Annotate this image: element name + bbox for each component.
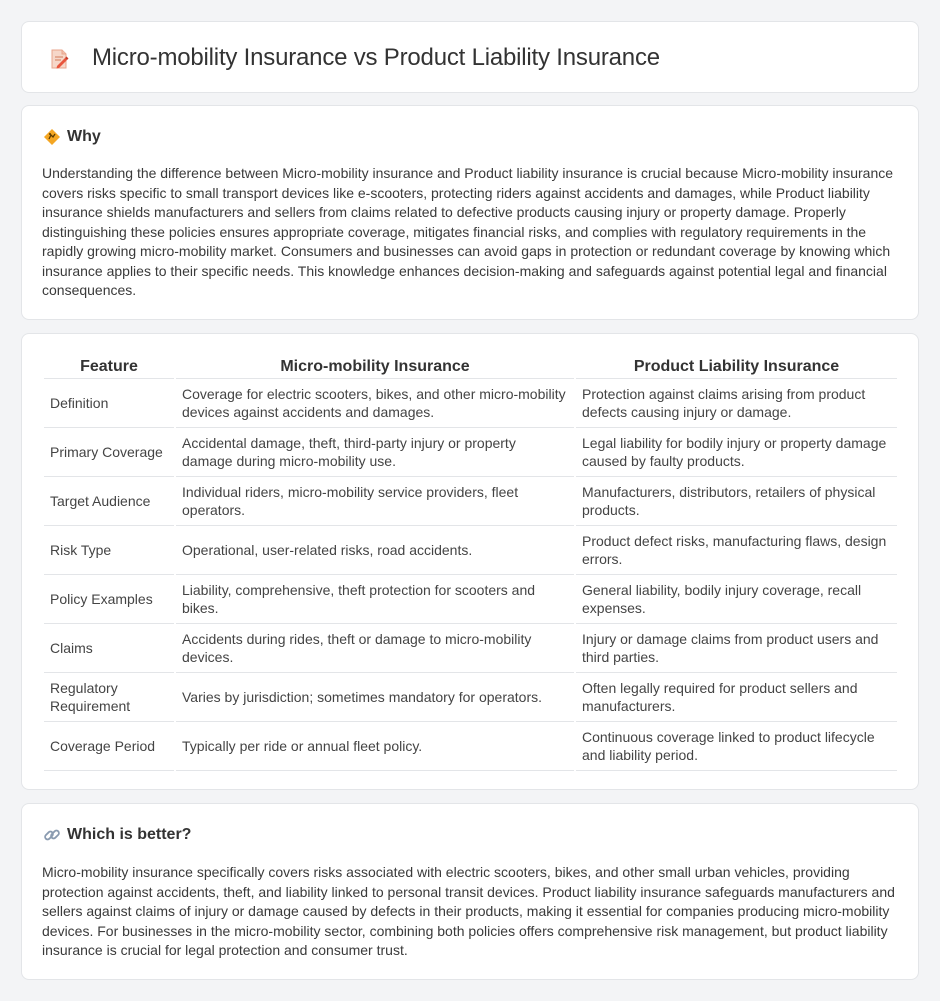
product-liability-cell: Protection against claims arising from product defects causing injury or damage. — [576, 379, 897, 428]
micro-mobility-cell: Coverage for electric scooters, bikes, and other micro-mobility devices against accidents and damages. — [176, 379, 574, 428]
micro-mobility-cell: Varies by jurisdiction; sometimes mandatory for operators. — [176, 673, 574, 722]
product-liability-cell: Product defect risks, manufacturing flaws, design errors. — [576, 526, 897, 575]
product-liability-cell: General liability, bodily injury coverage, recall expenses. — [576, 575, 897, 624]
feature-cell: Claims — [44, 624, 174, 673]
table-row — [44, 673, 897, 722]
better-text: Micro-mobility insurance specifically covers risks associated with electric scooters, bikes, and other small urban vehicles, providing protection against accidents, theft, and liability linked to personal transit devices. Product liability insurance safeguards manufacturers and sellers against claims of injury or damage caused by defects in their products, making it essential for companies producing micro-mobility devices. For businesses in the micro-mobility sector, combining both policies offers comprehensive risk management, but product liability insurance is crucial for legal protection and consumer trust. — [42, 864, 895, 958]
product-liability-cell: Injury or damage claims from product users and third parties. — [576, 624, 897, 673]
product-liability-cell: Continuous coverage linked to product lifecycle and liability period. — [576, 722, 897, 771]
table-row — [44, 477, 897, 526]
warning-sign-icon — [43, 128, 61, 146]
header-card — [21, 21, 919, 93]
micro-mobility-cell: Accidental damage, theft, third-party injury or property damage during micro-mobility use. — [176, 428, 574, 477]
micro-mobility-cell: Individual riders, micro-mobility service providers, fleet operators. — [176, 477, 574, 526]
why-heading-row — [43, 127, 101, 147]
column-header-micro-mobility: Micro-mobility Insurance — [176, 353, 574, 379]
column-header-product-liability: Product Liability Insurance — [576, 353, 897, 379]
table-row — [44, 575, 897, 624]
micro-mobility-cell: Operational, user-related risks, road accidents. — [176, 526, 574, 575]
table-header-row — [44, 353, 897, 379]
table-row — [44, 428, 897, 477]
comparison-section — [21, 333, 919, 790]
feature-cell: Target Audience — [44, 477, 174, 526]
feature-cell: Risk Type — [44, 526, 174, 575]
document-pencil-icon — [48, 48, 70, 70]
which-is-better-section — [21, 803, 919, 980]
link-icon — [43, 826, 61, 844]
product-liability-cell: Legal liability for bodily injury or property damage caused by faulty products. — [576, 428, 897, 477]
feature-cell: Definition — [44, 379, 174, 428]
table-row — [44, 624, 897, 673]
column-header-feature: Feature — [44, 353, 174, 379]
micro-mobility-cell: Liability, comprehensive, theft protection for scooters and bikes. — [176, 575, 574, 624]
better-heading-row — [43, 825, 191, 845]
micro-mobility-cell: Typically per ride or annual fleet policy. — [176, 722, 574, 771]
comparison-table — [42, 353, 899, 771]
feature-cell: Primary Coverage — [44, 428, 174, 477]
why-text: Understanding the difference between Micro-mobility insurance and Product liability insurance is crucial because Micro-mobility insurance covers risks specific to small transport devices like e-scooters, protecting riders against accidents and damages, while Product liability insurance shields manufacturers and sellers from claims related to defective products causing injury or property damage. Properly distinguishing these policies ensures appropriate coverage, mitigates financial risks, and complies with regulatory requirements in the rapidly growing micro-mobility market. Consumers and businesses can avoid gaps in protection or redundant coverage by knowing which insurance applies to their specific needs. This knowledge enhances decision-making and safeguards against potential legal and financial consequences. — [42, 165, 894, 298]
feature-cell: Coverage Period — [44, 722, 174, 771]
why-section — [21, 105, 919, 320]
page-title: Micro-mobility Insurance vs Product Liability Insurance — [92, 44, 660, 71]
table-row — [44, 379, 897, 428]
better-heading: Which is better? — [67, 826, 192, 843]
product-liability-cell: Often legally required for product sellers and manufacturers. — [576, 673, 897, 722]
table-row — [44, 526, 897, 575]
micro-mobility-cell: Accidents during rides, theft or damage to micro-mobility devices. — [176, 624, 574, 673]
table-row — [44, 722, 897, 771]
why-heading: Why — [67, 128, 101, 145]
feature-cell: Regulatory Requirement — [44, 673, 174, 722]
feature-cell: Policy Examples — [44, 575, 174, 624]
product-liability-cell: Manufacturers, distributors, retailers of physical products. — [576, 477, 897, 526]
